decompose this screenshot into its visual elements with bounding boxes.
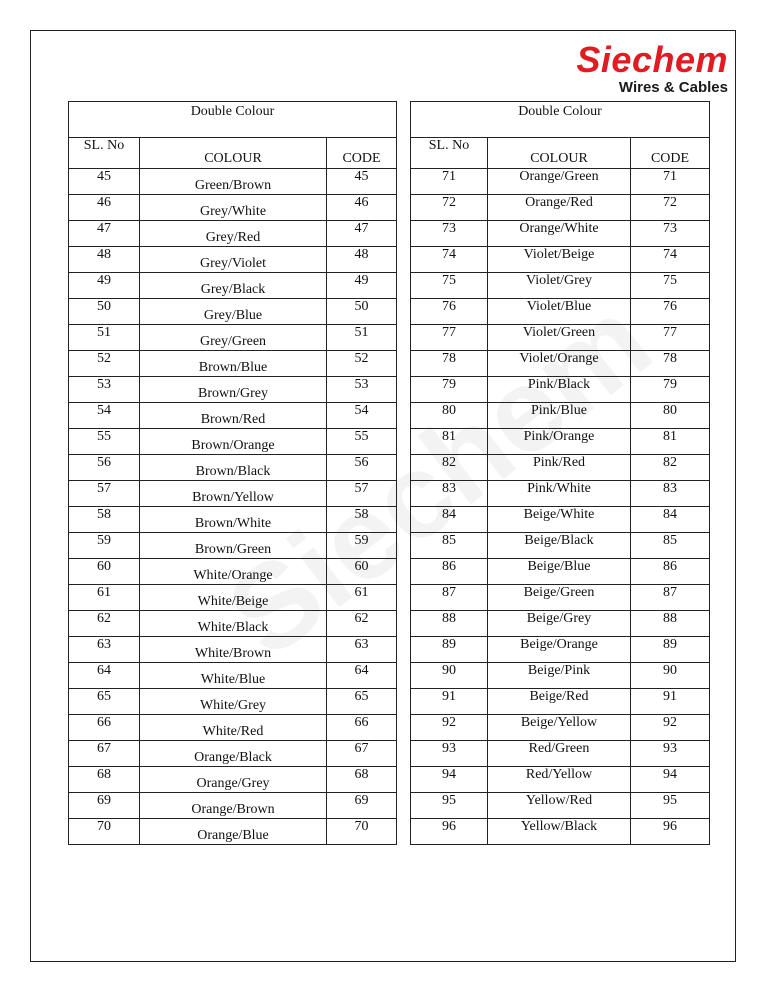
header-sl-no: SL. No <box>411 138 488 169</box>
code-cell: 72 <box>631 195 710 221</box>
sl-no-cell: 70 <box>69 819 140 845</box>
code-cell: 76 <box>631 299 710 325</box>
colour-cell: Pink/Red <box>488 455 631 481</box>
colour-cell: Orange/Black <box>140 741 327 767</box>
sl-no-cell: 83 <box>411 481 488 507</box>
code-cell: 53 <box>327 377 397 403</box>
code-cell: 65 <box>327 689 397 715</box>
table-row <box>69 741 397 767</box>
colour-cell: White/Red <box>140 715 327 741</box>
code-cell: 59 <box>327 533 397 559</box>
sl-no-cell: 52 <box>69 351 140 377</box>
code-cell: 68 <box>327 767 397 793</box>
colour-cell: White/Grey <box>140 689 327 715</box>
colour-cell: Grey/Red <box>140 221 327 247</box>
colour-cell: Beige/Grey <box>488 611 631 637</box>
sl-no-cell: 72 <box>411 195 488 221</box>
sl-no-cell: 45 <box>69 169 140 195</box>
table-title: Double Colour <box>69 102 397 138</box>
table-row <box>69 325 397 351</box>
sl-no-cell: 81 <box>411 429 488 455</box>
table-row <box>411 585 710 611</box>
colour-cell: Pink/Black <box>488 377 631 403</box>
colour-cell: Grey/Blue <box>140 299 327 325</box>
code-cell: 45 <box>327 169 397 195</box>
sl-no-cell: 82 <box>411 455 488 481</box>
table-row <box>411 247 710 273</box>
code-cell: 83 <box>631 481 710 507</box>
colour-cell: Beige/Black <box>488 533 631 559</box>
left-colour-table <box>68 101 397 845</box>
sl-no-cell: 64 <box>69 663 140 689</box>
table-row <box>411 741 710 767</box>
sl-no-cell: 60 <box>69 559 140 585</box>
sl-no-cell: 63 <box>69 637 140 663</box>
code-cell: 88 <box>631 611 710 637</box>
colour-cell: Beige/Red <box>488 689 631 715</box>
table-row <box>411 455 710 481</box>
colour-cell: Brown/White <box>140 507 327 533</box>
code-cell: 63 <box>327 637 397 663</box>
code-cell: 49 <box>327 273 397 299</box>
colour-cell: White/Orange <box>140 559 327 585</box>
code-cell: 64 <box>327 663 397 689</box>
code-cell: 56 <box>327 455 397 481</box>
colour-cell: Violet/Grey <box>488 273 631 299</box>
sl-no-cell: 74 <box>411 247 488 273</box>
colour-cell: Brown/Black <box>140 455 327 481</box>
table-row <box>69 689 397 715</box>
sl-no-cell: 57 <box>69 481 140 507</box>
table-title: Double Colour <box>411 102 710 138</box>
sl-no-cell: 94 <box>411 767 488 793</box>
sl-no-cell: 91 <box>411 689 488 715</box>
colour-cell: Red/Green <box>488 741 631 767</box>
table-row <box>69 195 397 221</box>
sl-no-cell: 67 <box>69 741 140 767</box>
colour-cell: Orange/Green <box>488 169 631 195</box>
colour-cell: Brown/Grey <box>140 377 327 403</box>
table-row <box>69 559 397 585</box>
sl-no-cell: 69 <box>69 793 140 819</box>
code-cell: 73 <box>631 221 710 247</box>
table-row <box>411 221 710 247</box>
table-row <box>69 819 397 845</box>
sl-no-cell: 46 <box>69 195 140 221</box>
table-row <box>69 221 397 247</box>
brand-tagline: Wires & Cables <box>618 79 728 96</box>
code-cell: 74 <box>631 247 710 273</box>
sl-no-cell: 58 <box>69 507 140 533</box>
header-code: CODE <box>327 138 397 169</box>
brand-logo <box>576 39 728 97</box>
code-cell: 86 <box>631 559 710 585</box>
code-cell: 87 <box>631 585 710 611</box>
table-row <box>69 585 397 611</box>
sl-no-cell: 50 <box>69 299 140 325</box>
table-row <box>69 403 397 429</box>
table-row <box>411 195 710 221</box>
table-row <box>411 481 710 507</box>
code-cell: 55 <box>327 429 397 455</box>
code-cell: 67 <box>327 741 397 767</box>
colour-cell: Brown/Red <box>140 403 327 429</box>
code-cell: 78 <box>631 351 710 377</box>
table-row <box>411 637 710 663</box>
sl-no-cell: 76 <box>411 299 488 325</box>
table-row <box>411 429 710 455</box>
table-row <box>69 715 397 741</box>
colour-cell: Orange/Brown <box>140 793 327 819</box>
colour-cell: Brown/Green <box>140 533 327 559</box>
code-cell: 48 <box>327 247 397 273</box>
colour-cell: Beige/White <box>488 507 631 533</box>
sl-no-cell: 85 <box>411 533 488 559</box>
sl-no-cell: 49 <box>69 273 140 299</box>
colour-cell: Orange/White <box>488 221 631 247</box>
table-row <box>411 715 710 741</box>
table-row <box>411 351 710 377</box>
colour-cell: Brown/Blue <box>140 351 327 377</box>
code-cell: 47 <box>327 221 397 247</box>
table-row <box>69 247 397 273</box>
table-row <box>411 169 710 195</box>
table-row <box>69 507 397 533</box>
table-row <box>69 455 397 481</box>
right-colour-table <box>410 101 710 845</box>
sl-no-cell: 51 <box>69 325 140 351</box>
colour-cell: White/Beige <box>140 585 327 611</box>
colour-cell: Orange/Grey <box>140 767 327 793</box>
colour-cell: Violet/Green <box>488 325 631 351</box>
header-colour: COLOUR <box>488 138 631 169</box>
colour-cell: Brown/Orange <box>140 429 327 455</box>
table-row <box>411 793 710 819</box>
table-row <box>69 481 397 507</box>
sl-no-cell: 90 <box>411 663 488 689</box>
sl-no-cell: 48 <box>69 247 140 273</box>
code-cell: 89 <box>631 637 710 663</box>
colour-cell: Beige/Green <box>488 585 631 611</box>
code-cell: 77 <box>631 325 710 351</box>
colour-cell: Grey/Green <box>140 325 327 351</box>
code-cell: 82 <box>631 455 710 481</box>
colour-cell: White/Blue <box>140 663 327 689</box>
table-row <box>69 533 397 559</box>
sl-no-cell: 86 <box>411 559 488 585</box>
sl-no-cell: 47 <box>69 221 140 247</box>
table-row <box>411 507 710 533</box>
colour-cell: Orange/Red <box>488 195 631 221</box>
sl-no-cell: 92 <box>411 715 488 741</box>
colour-cell: Violet/Orange <box>488 351 631 377</box>
table-row <box>411 403 710 429</box>
table-row <box>411 689 710 715</box>
sl-no-cell: 75 <box>411 273 488 299</box>
code-cell: 70 <box>327 819 397 845</box>
table-row <box>69 767 397 793</box>
colour-cell: Red/Yellow <box>488 767 631 793</box>
colour-cell: Violet/Beige <box>488 247 631 273</box>
sl-no-cell: 78 <box>411 351 488 377</box>
colour-cell: Brown/Yellow <box>140 481 327 507</box>
colour-cell: Beige/Orange <box>488 637 631 663</box>
header-code: CODE <box>631 138 710 169</box>
table-row <box>411 819 710 845</box>
table-row <box>411 611 710 637</box>
table-row <box>69 273 397 299</box>
table-row <box>411 663 710 689</box>
colour-cell: Yellow/Red <box>488 793 631 819</box>
code-cell: 94 <box>631 767 710 793</box>
table-row <box>411 533 710 559</box>
code-cell: 95 <box>631 793 710 819</box>
sl-no-cell: 66 <box>69 715 140 741</box>
brand-name: Siechem <box>576 39 728 80</box>
colour-cell: Pink/Orange <box>488 429 631 455</box>
table-row <box>69 351 397 377</box>
code-cell: 69 <box>327 793 397 819</box>
code-cell: 79 <box>631 377 710 403</box>
code-cell: 92 <box>631 715 710 741</box>
sl-no-cell: 71 <box>411 169 488 195</box>
sl-no-cell: 89 <box>411 637 488 663</box>
code-cell: 57 <box>327 481 397 507</box>
table-row <box>411 299 710 325</box>
sl-no-cell: 80 <box>411 403 488 429</box>
code-cell: 66 <box>327 715 397 741</box>
sl-no-cell: 56 <box>69 455 140 481</box>
table-row <box>69 793 397 819</box>
sl-no-cell: 93 <box>411 741 488 767</box>
code-cell: 91 <box>631 689 710 715</box>
code-cell: 93 <box>631 741 710 767</box>
table-row <box>411 767 710 793</box>
code-cell: 54 <box>327 403 397 429</box>
code-cell: 52 <box>327 351 397 377</box>
colour-cell: Beige/Yellow <box>488 715 631 741</box>
colour-cell: Pink/White <box>488 481 631 507</box>
colour-cell: Orange/Blue <box>140 819 327 845</box>
header-sl-no: SL. No <box>69 138 140 169</box>
sl-no-cell: 65 <box>69 689 140 715</box>
colour-cell: White/Black <box>140 611 327 637</box>
code-cell: 81 <box>631 429 710 455</box>
colour-cell: Green/Brown <box>140 169 327 195</box>
sl-no-cell: 88 <box>411 611 488 637</box>
sl-no-cell: 55 <box>69 429 140 455</box>
sl-no-cell: 96 <box>411 819 488 845</box>
code-cell: 85 <box>631 533 710 559</box>
colour-cell: Beige/Pink <box>488 663 631 689</box>
sl-no-cell: 61 <box>69 585 140 611</box>
code-cell: 58 <box>327 507 397 533</box>
code-cell: 51 <box>327 325 397 351</box>
colour-cell: Grey/White <box>140 195 327 221</box>
sl-no-cell: 84 <box>411 507 488 533</box>
colour-cell: White/Brown <box>140 637 327 663</box>
colour-cell: Grey/Black <box>140 273 327 299</box>
table-row <box>69 299 397 325</box>
colour-cell: Pink/Blue <box>488 403 631 429</box>
colour-cell: Grey/Violet <box>140 247 327 273</box>
table-row <box>69 169 397 195</box>
header-colour: COLOUR <box>140 138 327 169</box>
code-cell: 46 <box>327 195 397 221</box>
sl-no-cell: 68 <box>69 767 140 793</box>
sl-no-cell: 62 <box>69 611 140 637</box>
sl-no-cell: 95 <box>411 793 488 819</box>
code-cell: 60 <box>327 559 397 585</box>
code-cell: 61 <box>327 585 397 611</box>
code-cell: 90 <box>631 663 710 689</box>
table-row <box>69 663 397 689</box>
code-cell: 50 <box>327 299 397 325</box>
table-row <box>411 325 710 351</box>
table-row <box>69 377 397 403</box>
sl-no-cell: 87 <box>411 585 488 611</box>
sl-no-cell: 73 <box>411 221 488 247</box>
colour-cell: Yellow/Black <box>488 819 631 845</box>
table-row <box>69 637 397 663</box>
code-cell: 71 <box>631 169 710 195</box>
code-cell: 75 <box>631 273 710 299</box>
table-row <box>411 559 710 585</box>
colour-cell: Beige/Blue <box>488 559 631 585</box>
colour-cell: Violet/Blue <box>488 299 631 325</box>
table-row <box>411 377 710 403</box>
table-row <box>69 611 397 637</box>
code-cell: 84 <box>631 507 710 533</box>
code-cell: 96 <box>631 819 710 845</box>
code-cell: 62 <box>327 611 397 637</box>
sl-no-cell: 54 <box>69 403 140 429</box>
sl-no-cell: 77 <box>411 325 488 351</box>
code-cell: 80 <box>631 403 710 429</box>
sl-no-cell: 79 <box>411 377 488 403</box>
sl-no-cell: 59 <box>69 533 140 559</box>
table-row <box>69 429 397 455</box>
table-row <box>411 273 710 299</box>
sl-no-cell: 53 <box>69 377 140 403</box>
